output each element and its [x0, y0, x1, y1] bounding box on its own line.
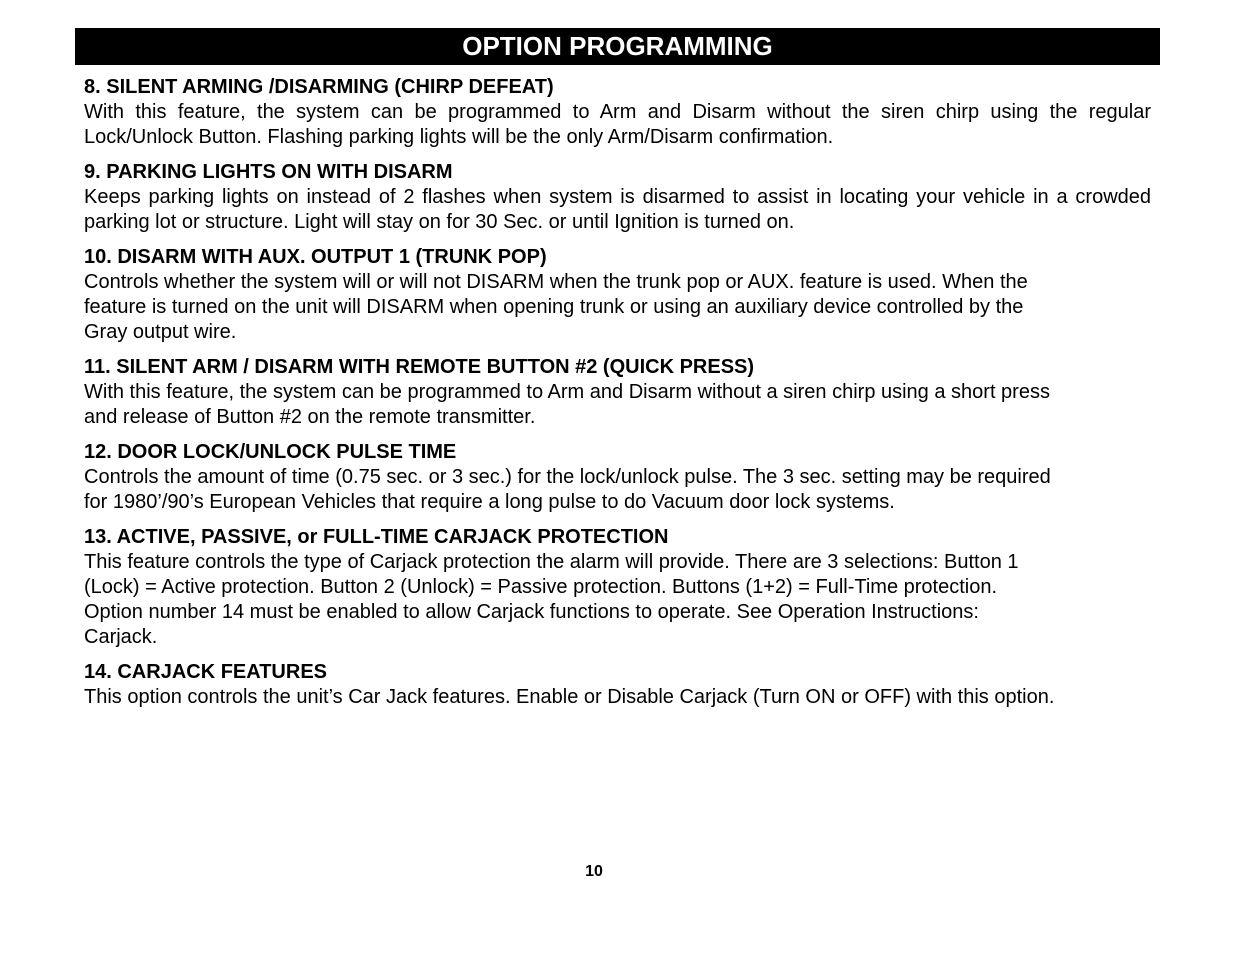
body-line: for 1980’/90’s European Vehicles that require a long pulse to do Vacuum door lock systems.: [84, 491, 895, 513]
section-9: [84, 160, 1151, 235]
section-8: [84, 75, 1151, 150]
section-heading: 12. DOOR LOCK/UNLOCK PULSE TIME: [84, 441, 457, 463]
section-body: This option controls the unit’s Car Jack features. Enable or Disable Carjack (Turn ON or OFF) with this option.: [84, 686, 1055, 708]
section-heading: 10. DISARM WITH AUX. OUTPUT 1 (TRUNK POP): [84, 246, 547, 268]
body-line: This feature controls the type of Carjack protection the alarm will provide. There are 3 selections: Button 1: [84, 551, 1019, 573]
body-line: With this feature, the system can be programmed to Arm and Disarm without a siren chirp using a short press: [84, 381, 1050, 403]
section-14: [84, 660, 1151, 710]
section-body: [84, 550, 1151, 650]
section-body: With this feature, the system can be programmed to Arm and Disarm without the siren chirp using the regular Lock/Unlock Button. Flashing parking lights will be the only Arm/Disarm confirmation.: [84, 101, 1151, 148]
body-line: Controls whether the system will or will not DISARM when the trunk pop or AUX. feature is used. When the: [84, 271, 1028, 293]
body-line: and release of Button #2 on the remote transmitter.: [84, 406, 536, 428]
section-11: [84, 355, 1151, 430]
section-10: [84, 245, 1151, 345]
section-body: [84, 270, 1151, 345]
page-title: OPTION PROGRAMMING: [462, 31, 773, 61]
document-content: [84, 75, 1151, 720]
section-body: [84, 380, 1151, 430]
title-bar: [75, 28, 1160, 65]
section-heading: 13. ACTIVE, PASSIVE, or FULL-TIME CARJACK PROTECTION: [84, 526, 669, 548]
section-13: [84, 525, 1151, 650]
section-heading: 11. SILENT ARM / DISARM WITH REMOTE BUTTON #2 (QUICK PRESS): [84, 356, 755, 378]
section-12: [84, 440, 1151, 515]
section-heading: 9. PARKING LIGHTS ON WITH DISARM: [84, 161, 453, 183]
section-body: Keeps parking lights on instead of 2 flashes when system is disarmed to assist in locating your vehicle in a crowded parking lot or structure. Light will stay on for 30 Sec. or until Ignition is turned on.: [84, 186, 1151, 233]
body-line: Controls the amount of time (0.75 sec. or 3 sec.) for the lock/unlock pulse. The 3 sec. setting may be required: [84, 466, 1051, 488]
section-heading: 14. CARJACK FEATURES: [84, 661, 327, 683]
section-body: [84, 465, 1151, 515]
body-line: Gray output wire.: [84, 321, 237, 343]
page-number: 10: [585, 863, 603, 880]
body-line: Carjack.: [84, 626, 158, 648]
body-line: feature is turned on the unit will DISARM when opening trunk or using an auxiliary device controlled by the: [84, 296, 1024, 318]
body-line: (Lock) = Active protection. Button 2 (Unlock) = Passive protection. Buttons (1+2) = Full-Time protection.: [84, 576, 998, 598]
section-heading: 8. SILENT ARMING /DISARMING (CHIRP DEFEAT): [84, 76, 554, 98]
body-line: Option number 14 must be enabled to allow Carjack functions to operate. See Operation Instructions:: [84, 601, 979, 623]
